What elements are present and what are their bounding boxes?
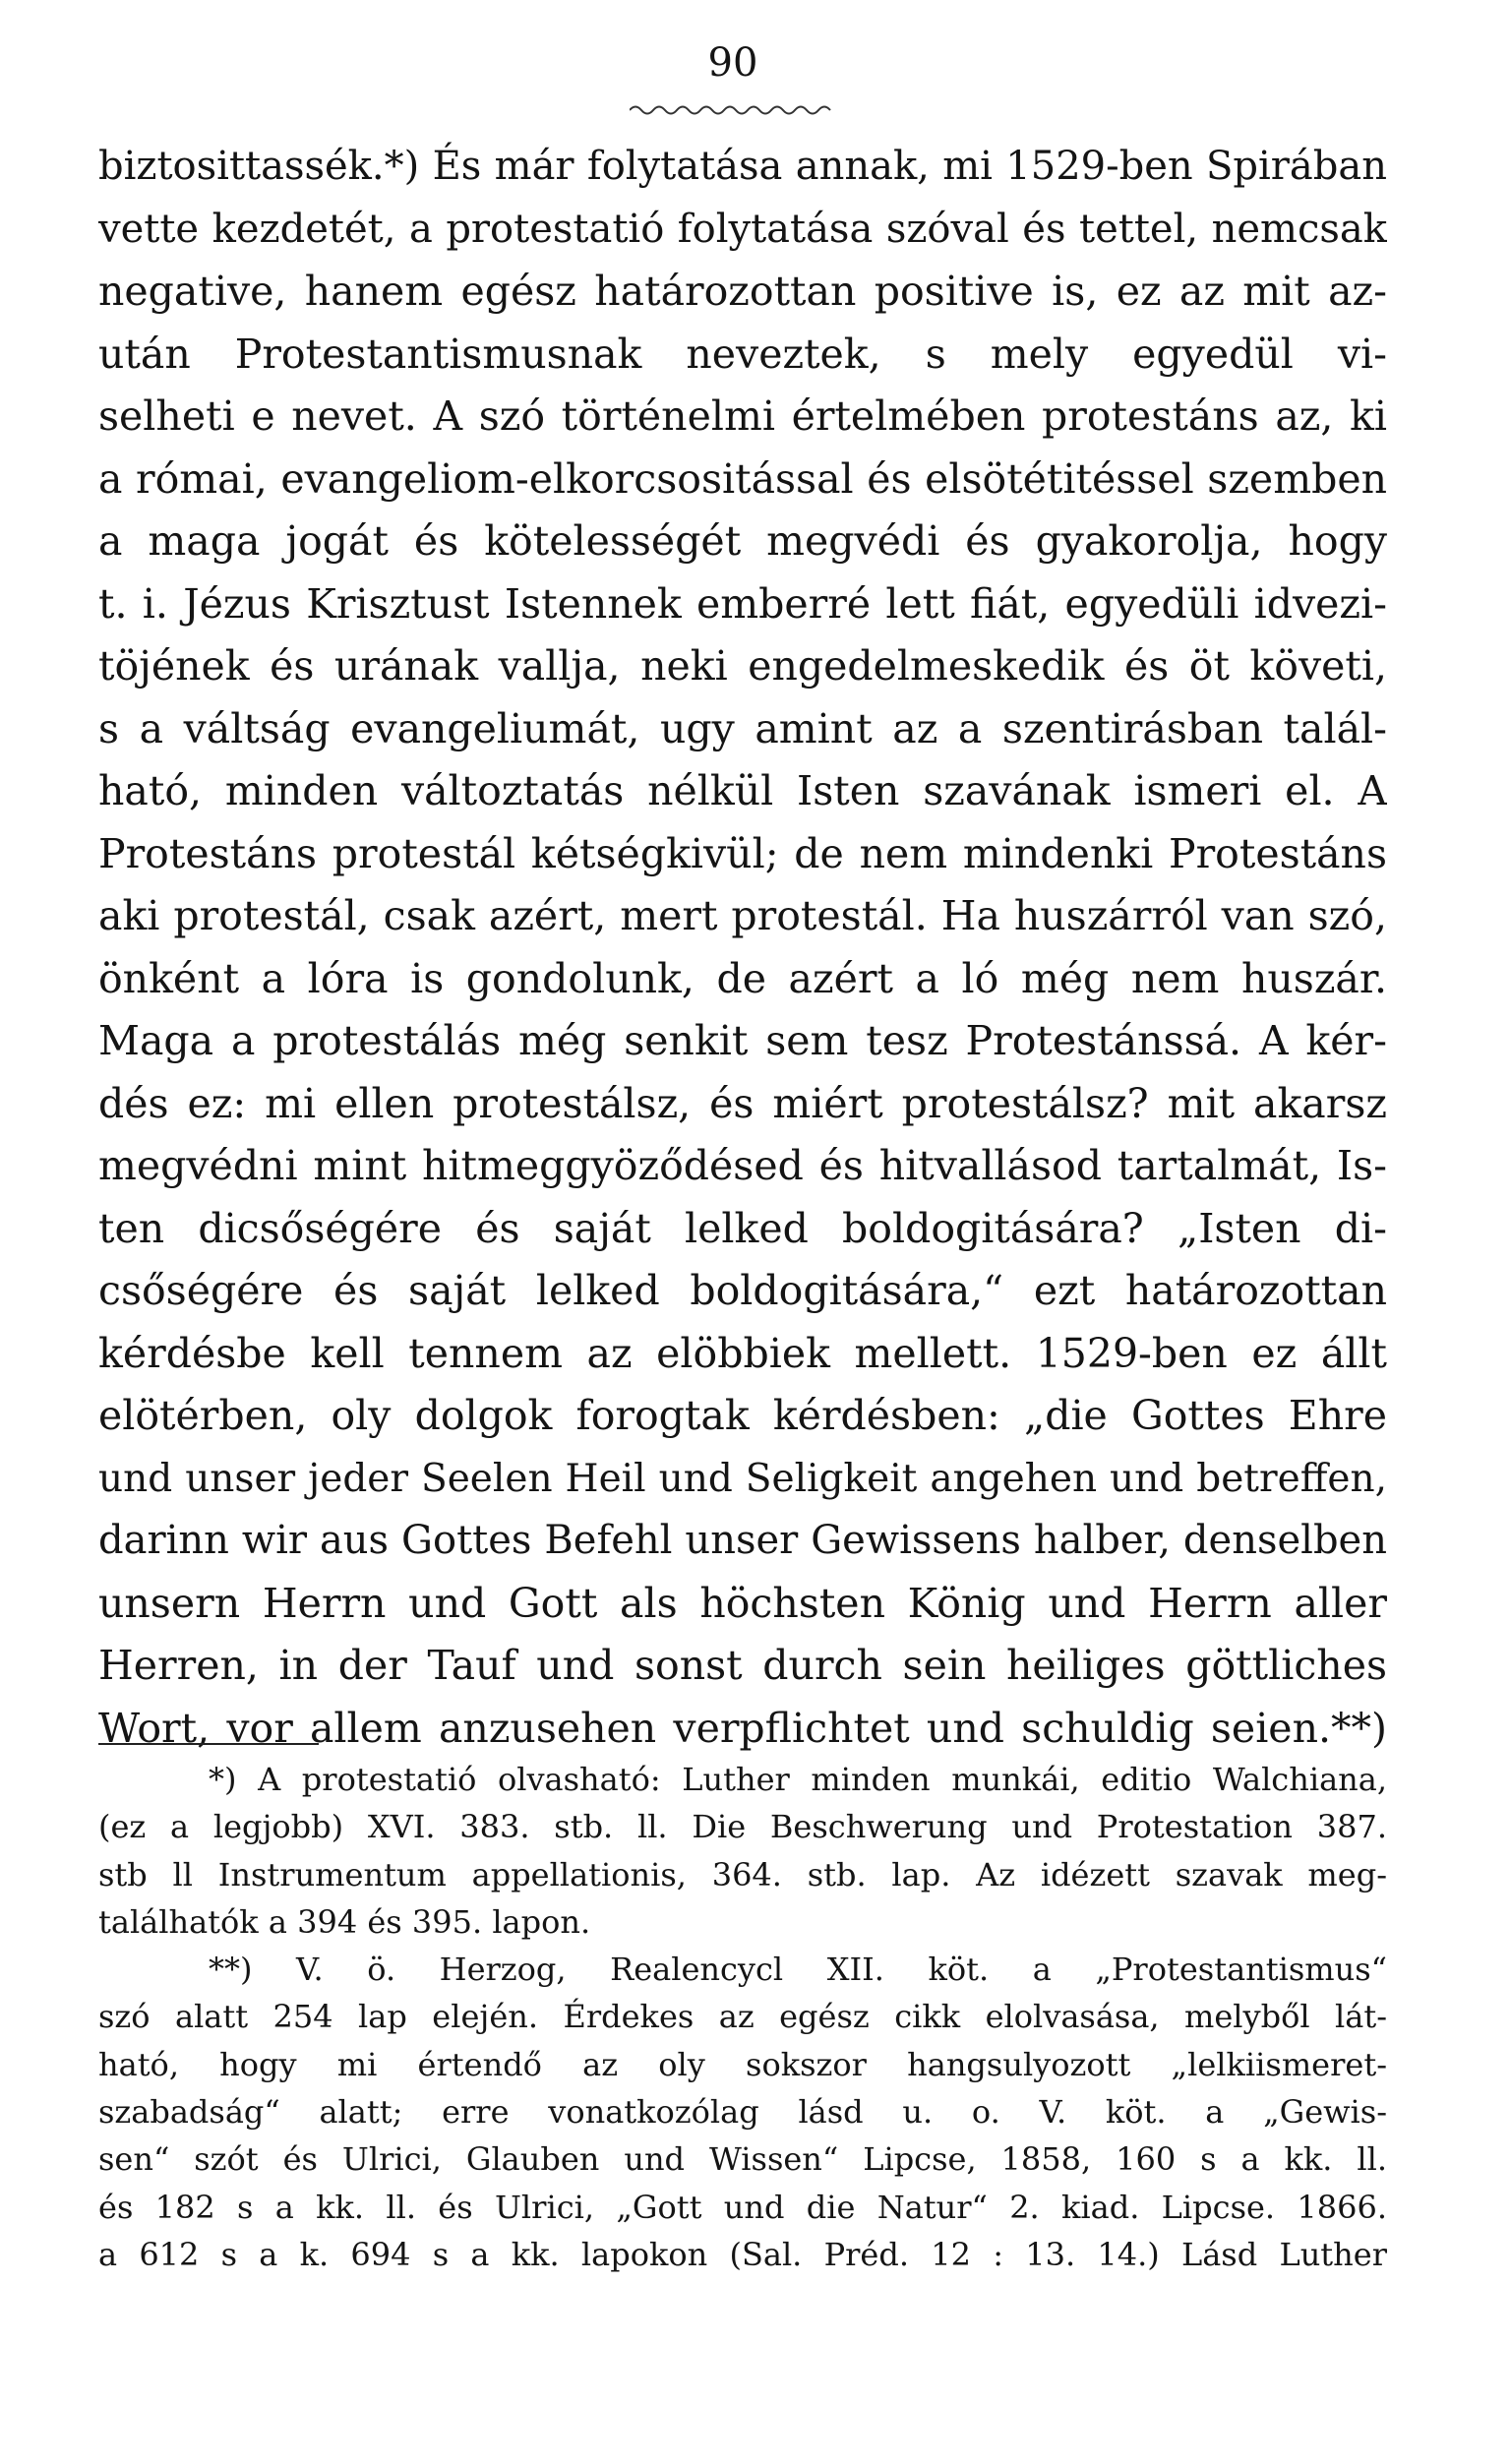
footnotes: [98, 1756, 1387, 2278]
text-line: megvédni mint hitmeggyöződésed és hitvallásod tartalmát, Is-: [98, 1142, 1387, 1189]
text-line: után Protestantismusnak neveztek, s mely egyedül vi-: [98, 330, 1387, 378]
footnote-line: szó alatt 254 lap elején. Érdekes az egész cikk elolvasása, melyből lát-: [98, 1998, 1387, 2036]
text-line: t. i. Jézus Krisztust Istennek emberré lett fiát, egyedüli idvezi-: [98, 579, 1387, 628]
text-line: Maga a protestálás még senkit sem tesz Protestánssá. A kér-: [98, 1017, 1387, 1064]
text-line: biztosittassék.*) És már folytatása annak, mi 1529-ben Spirában: [98, 144, 1387, 189]
footnote-line: ható, hogy mi értendő az oly sokszor hangsulyozott „lelkiismeret-: [98, 2045, 1387, 2083]
main-text: [98, 136, 1387, 1760]
page-number-ornament: [630, 102, 836, 118]
page-number: 90: [707, 40, 758, 86]
text-line: a maga jogát és kötelességét megvédi és gyakorolja, hogy: [98, 517, 1387, 565]
footnote-line: *) A protestatió olvasható: Luther minden munkái, editio Walchiana,: [209, 1761, 1387, 1798]
footnote-line: a 612 s a k. 694 s a kk. lapokon (Sal. Préd. 12 : 13. 14.) Lásd Luther: [98, 2235, 1387, 2273]
text-line: Protestáns protestál kétségkivül; de nem mindenki Protestáns: [98, 829, 1387, 877]
text-line: ható, minden változtatás nélkül Isten szavának ismeri el. A: [98, 767, 1387, 814]
text-line: csőségére és saját lelked boldogitására,“ ezt határozottan: [98, 1267, 1387, 1314]
text-line: ten dicsőségére és saját lelked boldogitására? „Isten di-: [98, 1204, 1387, 1252]
footnote-line: (ez a legjobb) XVI. 383. stb. ll. Die Beschwerung und Protestation 387.: [98, 1808, 1387, 1846]
footnote-divider: [98, 1743, 319, 1745]
text-line: Wort, vor allem anzusehen verpflichtet und schuldig seien.**): [98, 1704, 1387, 1752]
text-line: und unser jeder Seelen Heil und Seligkeit angehen und betreffen,: [98, 1456, 1387, 1501]
text-line: dés ez: mi ellen protestálsz, és miért protestálsz? mit akarsz: [98, 1079, 1387, 1127]
text-line: unsern Herrn und Gott als höchsten König und Herrn aller: [98, 1579, 1387, 1627]
text-line: vette kezdetét, a protestatió folytatása szóval és tettel, nemcsak: [98, 206, 1387, 252]
text-line: darinn wir aus Gottes Befehl unser Gewissens halber, denselben: [98, 1518, 1387, 1563]
text-line: kérdésbe kell tennem az elöbbiek mellett. 1529-ben ez állt: [98, 1329, 1387, 1377]
footnote-line: találhatók a 394 és 395. lapon.: [98, 1902, 591, 1941]
footnote-line: sen“ szót és Ulrici, Glauben und Wissen“ Lipcse, 1858, 160 s a kk. ll.: [98, 2140, 1387, 2179]
text-line: önként a lóra is gondolunk, de azért a ló még nem huszár.: [98, 954, 1387, 1002]
text-line: Herren, in der Tauf und sonst durch sein heiliges göttliches: [98, 1642, 1387, 1689]
text-line: a római, evangeliom-elkorcsositással és elsötétitéssel szemben: [98, 454, 1387, 503]
footnote-line: és 182 s a kk. ll. és Ulrici, „Gott und die Natur“ 2. kiad. Lipcse. 1866.: [98, 2188, 1387, 2226]
footnote-line: szabadság“ alatt; erre vonatkozólag lásd u. o. V. köt. a „Gewis-: [98, 2093, 1387, 2132]
text-line: töjének és urának vallja, neki engedelmeskedik és öt követi,: [98, 642, 1387, 690]
text-line: elötérben, oly dolgok forogtak kérdésben: „die Gottes Ehre: [98, 1392, 1387, 1439]
text-line: s a váltság evangeliumát, ugy amint az a szentirásban talál-: [98, 704, 1387, 752]
text-line: aki protestál, csak azért, mert protestál. Ha huszárról van szó,: [98, 892, 1387, 939]
text-line: selheti e nevet. A szó történelmi értelmében protestáns az, ki: [98, 392, 1387, 440]
text-line: negative, hanem egész határozottan positive is, ez az mit az-: [98, 268, 1387, 315]
footnote-line: **) V. ö. Herzog, Realencycl XII. köt. a „Protestantismus“: [209, 1951, 1387, 1989]
footnote-line: stb ll Instrumentum appellationis, 364. stb. lap. Az idézett szavak meg-: [98, 1855, 1387, 1893]
